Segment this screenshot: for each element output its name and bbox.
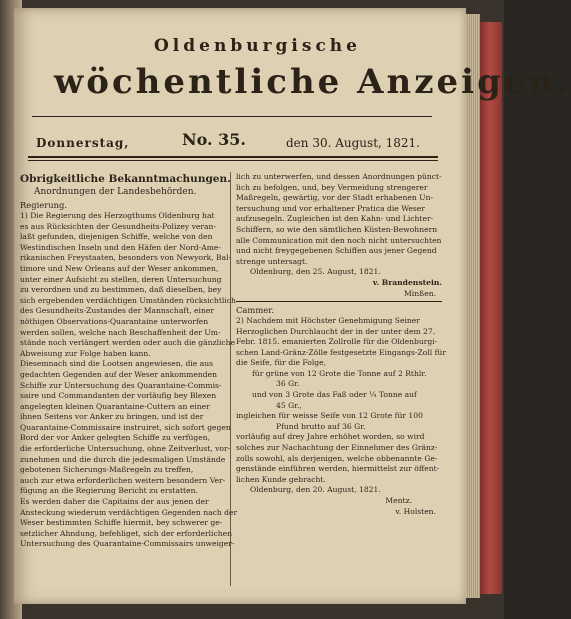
- top-rule: [32, 116, 432, 117]
- signature-a-clerk: Minßen.: [404, 288, 436, 298]
- text-line: zu verordnen und zu bestimmen, daß dieselben, bey: [20, 285, 222, 295]
- text-line: genstände einführen werden, hiermittelst zur öffent-: [236, 464, 440, 474]
- text-line: Quarantaine-Commissaire instruiret, sich sofort gegen: [20, 422, 231, 432]
- text-line: nöthigen Observations-Quarantaine unterworfen: [20, 316, 209, 326]
- text-line: Febr. 1815. emanierten Zollrolle für die Oldenburgi-: [236, 337, 438, 347]
- price-line-1b: 36 Gr.: [276, 379, 300, 389]
- masthead-double-rule-2: [28, 160, 438, 161]
- section-subtitle: Anordnungen der Landesbehörden.: [34, 187, 197, 197]
- text-line: lich zu unterwerfen, und dessen Anordnungen pünct-: [236, 172, 442, 181]
- text-line: es aus Rücksichten der Gesundheits-Polizey veran-: [20, 221, 216, 231]
- text-line: Untersuchung des Quarantaine-Commissairs unweiger-: [20, 539, 235, 549]
- entry-label-regierung: Regierung.: [20, 200, 68, 210]
- text-line: zunehmen und die durch die jedesmaligen Umstände: [20, 454, 226, 464]
- text-line: werden sollen, welche nach Beschaffenheit der Um-: [20, 327, 221, 337]
- text-line: und nicht freygegebenen Schiffen aus jener Gegend: [236, 246, 437, 256]
- right-body-text-c: [236, 432, 442, 485]
- section-title: Obrigkeitliche Bekanntmachungen.: [20, 173, 231, 185]
- price-line-1: für grüne von 12 Grote die Tonne auf 2 Rthlr.: [252, 368, 427, 378]
- signature-b-clerk: v. Holsten.: [395, 506, 436, 516]
- text-line: lichen Kunde gebracht.: [236, 474, 326, 484]
- text-line: Diesemnach sind die Lootsen angewiesen, die aus: [20, 359, 214, 369]
- text-line: Maßregeln, gewärtig, vor der Stadt erhabenen Un-: [236, 193, 434, 203]
- text-line: 2) Nachdem mit Höchster Genehmigung Seiner: [236, 315, 420, 325]
- text-line: stände noch verlängert werden oder auch die gänzliche: [20, 338, 236, 348]
- text-line: angelegten kleinen Quarantaine-Cutters an einer: [20, 401, 210, 411]
- book-cover: [480, 22, 502, 594]
- text-line: timore und New Orleans auf der Weser ankommen,: [20, 263, 219, 273]
- text-line: aufzusegeln. Zugleichen ist den Kahn- und Lichter-: [236, 214, 434, 224]
- text-line: laßt gefunden, diejenigen Schiffe, welche von den: [20, 232, 213, 242]
- text-line: schen Land-Gränz-Zölle festgesetzte Eingangs-Zoll für: [236, 347, 446, 357]
- text-line: die Seife, für die Folge,: [236, 358, 327, 368]
- dateline-date: den 30. August, 1821.: [286, 136, 420, 150]
- signature-a-name: v. Brandenstein.: [372, 277, 442, 287]
- text-line: 1) Die Regierung des Herzogthums Oldenburg hat: [20, 211, 215, 220]
- signature-b-name: Mentz.: [385, 496, 412, 506]
- text-line: tersuchung und vor erhaltener Pratica die Weser: [236, 203, 425, 213]
- masthead-line-1: Oldenburgische: [154, 36, 361, 56]
- left-column: [20, 172, 238, 550]
- text-line: rikanischen Freystaaten, besonders von Newyork, Bal-: [20, 253, 232, 263]
- price-line-2b: 45 Gr.,: [276, 400, 302, 410]
- text-line: Westindischen Inseln und den Häfen der Nord-Ame-: [20, 242, 221, 252]
- masthead-double-rule-1: [28, 156, 438, 158]
- column-divider: [230, 172, 231, 586]
- text-line: die erforderliche Untersuchung, ohne Zeitverlust, vor-: [20, 444, 231, 454]
- text-line: fügung an die Regierung Bericht zu erstatten.: [20, 486, 198, 496]
- text-line: Schiffe zur Untersuchung des Quarantaine-Commis-: [20, 380, 222, 390]
- text-line: Ansteckung wiederum verdächtigen Gegenden nach der: [20, 507, 238, 517]
- right-body-text-a: [236, 172, 442, 267]
- signature-a-place: Oldenburg, den 25. August, 1821.: [250, 267, 381, 277]
- text-line: des Gesundheits-Zustandes der Mannschaft, einer: [20, 306, 214, 316]
- text-line: Herzoglichen Durchlaucht der in der unter dem 27.: [236, 326, 436, 336]
- signature-b-place: Oldenburg, den 20. August, 1821.: [250, 485, 381, 495]
- text-line: Bord der vor Anker gelegten Schiffe zu verfügen,: [20, 433, 211, 443]
- text-line: Abweisung zur Folge haben kann.: [20, 348, 151, 358]
- text-line: vorläufig auf drey Jahre erhöhet worden, so wird: [236, 432, 425, 442]
- text-line: gebotenen Sicherungs-Maßregeln zu treffen,: [20, 465, 194, 475]
- masthead-title: wöchentliche Anzeigen.: [54, 62, 571, 102]
- text-line: saire und Commandanten der vorläufig bey Blexen: [20, 391, 217, 401]
- entry-label-cammer: Cammer.: [236, 304, 274, 315]
- text-line: unter einer Aufsicht zu stellen, deren Untersuchung: [20, 274, 222, 284]
- text-line: solches zur Nachachtung der Einnehmer des Gränz-: [236, 443, 438, 453]
- text-line: sich ergebenden verdächtigen Umständen rücksichtlich: [20, 295, 236, 305]
- dateline-weekday: Donnerstag,: [36, 136, 130, 150]
- issue-number: No. 35.: [182, 130, 246, 149]
- text-line: Es werden daher die Capitains der aus jenen der: [20, 497, 209, 507]
- text-line: setzlicher Ahndung, befehliget, sich der erforderlichen: [20, 528, 233, 538]
- right-body-text-b: [236, 315, 446, 369]
- price-line-3b: Pfund brutto auf 36 Gr.: [276, 421, 366, 431]
- text-line: Schiffern, so wie den sämtlichen Küsten-Bewohnern: [236, 224, 438, 234]
- text-line: ihnen Seitens vor Anker zu bringen, und ist der: [20, 412, 204, 422]
- text-line: Weser bestimmten Schiffe hiermit, bey schwerer ge-: [20, 518, 223, 528]
- text-line: alle Communication mit den noch nicht untersuchten: [236, 235, 442, 245]
- right-column: [236, 172, 446, 517]
- price-line-3: ingleichen für weisse Seife von 12 Grote für 100: [236, 411, 423, 421]
- text-line: lich zu befolgen, und, bey Vermeidung strengerer: [236, 182, 428, 192]
- text-line: zolls sowohl, als derjenigen, welche obbenannte Ge-: [236, 453, 438, 463]
- text-line: gedachten Gegenden auf der Weser ankommenden: [20, 369, 217, 379]
- price-line-2: und von 3 Grote das Faß oder ¼ Tonne auf: [252, 390, 417, 400]
- left-body-text: [20, 211, 238, 550]
- section-rule: [236, 301, 442, 302]
- newspaper-page: [14, 8, 571, 604]
- text-line: strenge untersagt.: [236, 256, 308, 266]
- text-line: auch zur etwa erforderlichen weitern besondern Ver-: [20, 475, 226, 485]
